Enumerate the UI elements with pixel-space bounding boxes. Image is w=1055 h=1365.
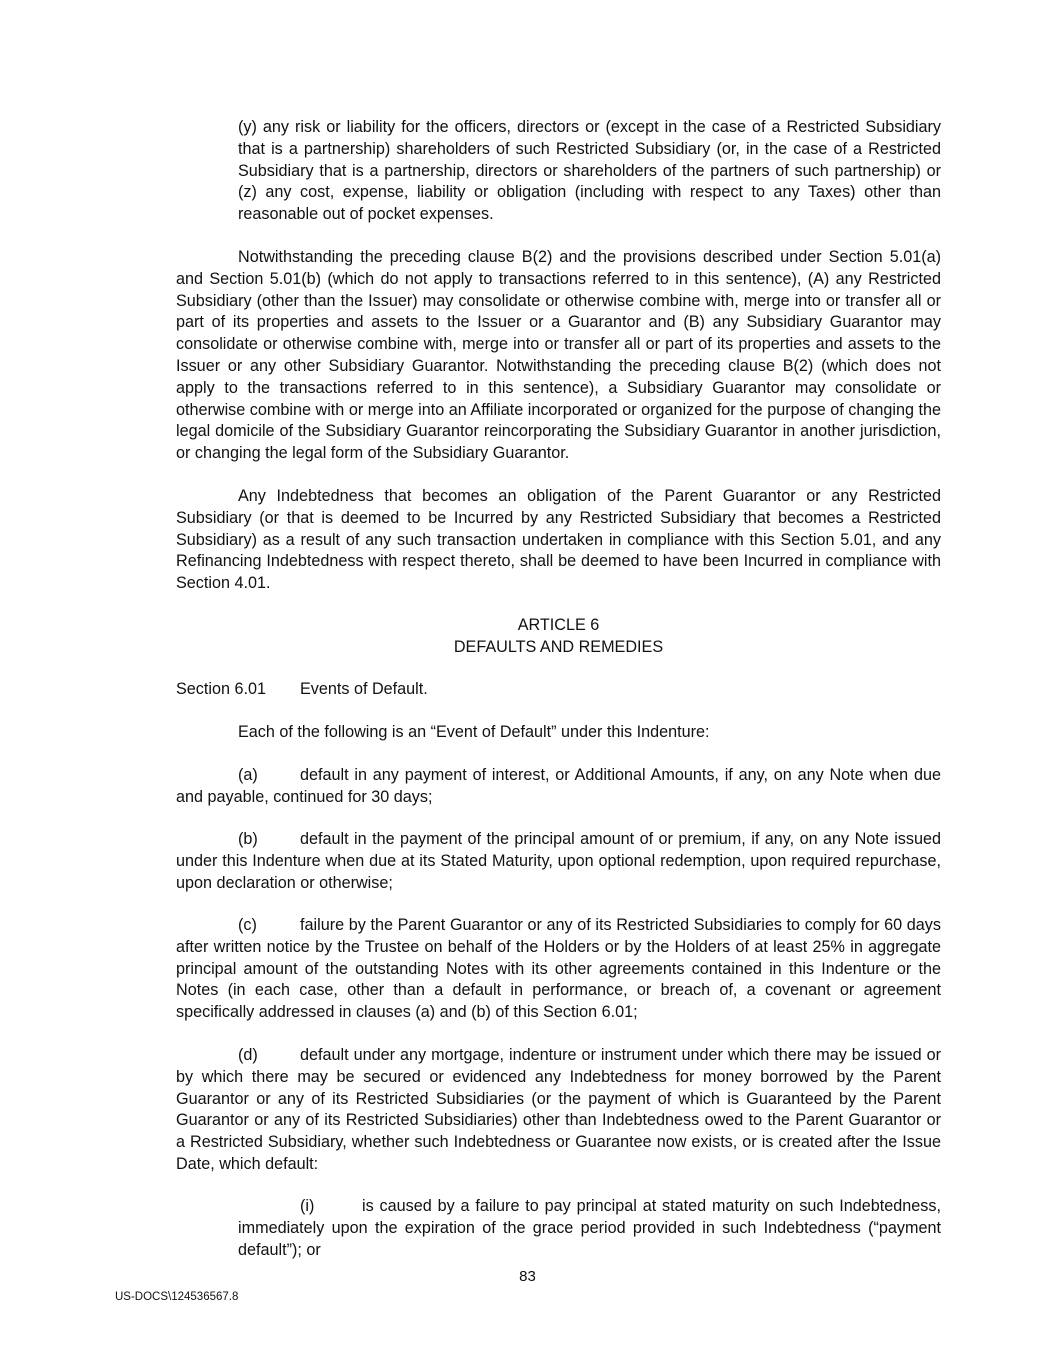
clause-text: default in the payment of the principal amount of or premium, if any, on any Note issued under this Indenture when due at its Stated Maturity, upon optional redemption, upon required repurchase, upon declaration or otherwise; [176, 830, 941, 892]
section-title: Events of Default. [300, 680, 428, 698]
section-number: Section 6.01 [176, 680, 266, 698]
article-number: ARTICLE 6 [517, 616, 600, 634]
subclause-text: is caused by a failure to pay principal at stated maturity on such Indebtedness, immediately upon the expiration of the grace period provided in such Indebtedness (“payment default”); or [238, 1197, 941, 1259]
subclause-label: (i) [300, 1197, 315, 1215]
events-intro: Each of the following is an “Event of Default” under this Indenture: [238, 723, 710, 741]
clause-c [176, 915, 941, 1024]
article-title: DEFAULTS AND REMEDIES [453, 638, 664, 656]
paragraph-indebtedness: Any Indebtedness that becomes an obligation of the Parent Guarantor or any Restricted Subsidiary (or that is deemed to be Incurred by any Restricted Subsidiary that becomes a Restricted Subsidiary) as a result of any such transaction undertaken in compliance with this Section 5.01, and any Refinancing Indebtedness with respect thereto, shall be deemed to have been Incurred in compliance with Section 4.01. [176, 487, 941, 593]
clause-label: (d) [238, 1046, 258, 1064]
clause-label: (a) [238, 766, 258, 784]
clause-a [176, 765, 941, 809]
document-footer-id: US-DOCS\124536567.8 [115, 1291, 239, 1303]
clause-d [176, 1045, 941, 1176]
clause-text: failure by the Parent Guarantor or any of its Restricted Subsidiaries to comply for 60 days after written notice by the Trustee on behalf of the Holders or by the Holders of at least 25% in aggregate principal amount of the outstanding Notes with its other agreements contained in this Indenture or the Notes (in each case, other than a default in performance, or breach of, a covenant or agreement specifically addressed in clauses (a) and (b) of this Section 6.01; [176, 916, 941, 1022]
paragraph-continuation: (y) any risk or liability for the officers, directors or (except in the case of a Restricted Subsidiary that is a partnership) shareholders of such Restricted Subsidiary (or, in the case of a Restricted Subsidiary that is a partnership, directors or shareholders of the partners of such partnership) or (z) any cost, expense, liability or obligation (including with respect to any Taxes) other than reasonable out of pocket expenses. [238, 118, 941, 224]
clause-text: default under any mortgage, indenture or instrument under which there may be issued or by which there may be secured or evidenced any Indebtedness for money borrowed by the Parent Guarantor or any of its Restricted Subsidiaries (or the payment of which is Guaranteed by the Parent Guarantor or any of its Restricted Subsidiaries) other than Indebtedness owed to the Parent Guarantor or a Restricted Subsidiary, whether such Indebtedness or Guarantee now exists, or is created after the Issue Date, which default: [176, 1046, 941, 1173]
clause-label: (c) [238, 916, 257, 934]
clause-text: default in any payment of interest, or Additional Amounts, if any, on any Note when due and payable, continued for 30 days; [176, 766, 941, 806]
section-heading [176, 679, 941, 701]
subclause-i [238, 1196, 941, 1261]
page-number: 83 [519, 1268, 536, 1285]
clause-label: (b) [238, 830, 258, 848]
paragraph-notwithstanding: Notwithstanding the preceding clause B(2) and the provisions described under Section 5.01(a) and Section 5.01(b) (which do not apply to transactions referred to in this sentence), (A) any Restricted Subsidiary (other than the Issuer) may consolidate or otherwise combine with, merge into or transfer all or part of its properties and assets to the Issuer or a Guarantor and (B) any Subsidiary Guarantor may consolidate or otherwise combine with, merge into or transfer all or part of its properties and assets to the Issuer or any other Subsidiary Guarantor. Notwithstanding the preceding clause B(2) (which does not apply to the transactions referred to in this sentence), a Subsidiary Guarantor may consolidate or otherwise combine with or merge into an Affiliate incorporated or organized for the purpose of changing the legal domicile of the Subsidiary Guarantor reincorporating the Subsidiary Guarantor in another jurisdiction, or changing the legal form of the Subsidiary Guarantor. [176, 248, 941, 463]
clause-b [176, 829, 941, 894]
